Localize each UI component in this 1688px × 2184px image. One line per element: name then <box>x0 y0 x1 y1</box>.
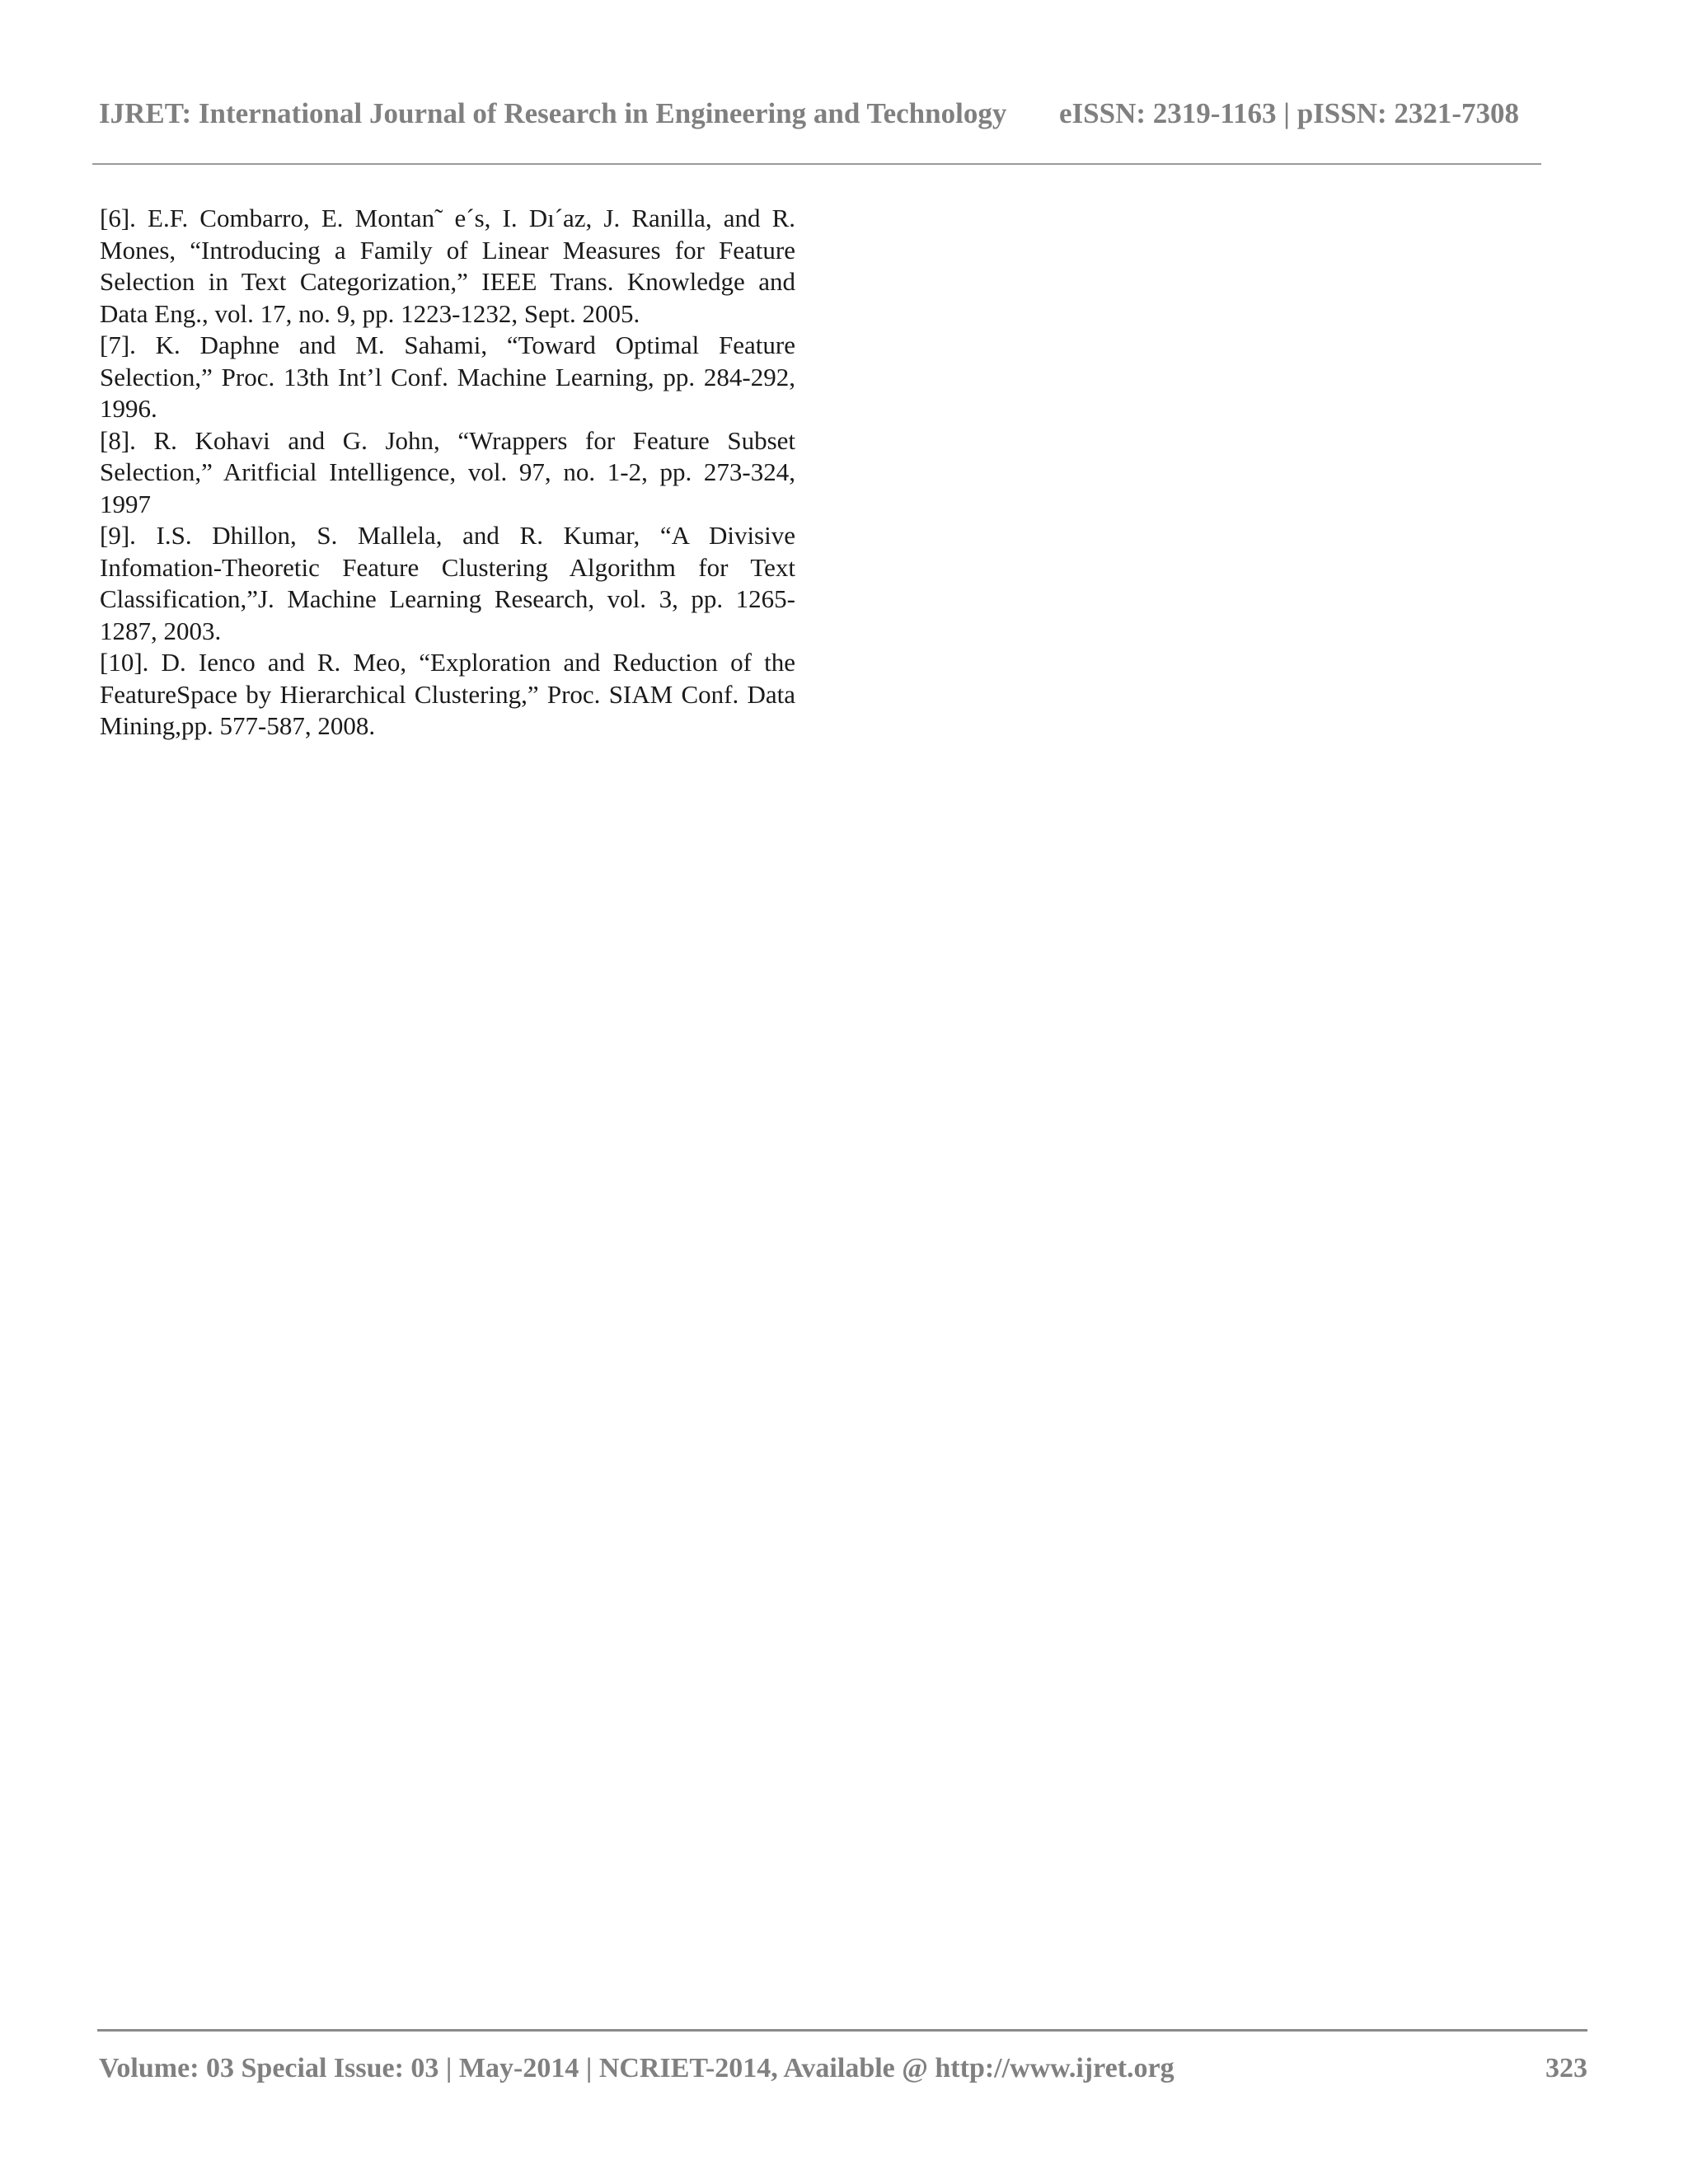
volume-info: Volume: 03 Special Issue: 03 | May-2014 | NCRIET-2014, Available @ http://www.ijret.org <box>99 2053 1175 2083</box>
reference-7: [7]. K. Daphne and M. Sahami, “Toward Optimal Feature Selection,” Proc. 13th Int’l Conf. Machine Learning, pp. 284-292, 1996. <box>100 330 795 423</box>
reference-list <box>100 203 795 743</box>
issn-line: eISSN: 2319-1163 | pISSN: 2321-7308 <box>1059 97 1520 129</box>
footer-divider <box>97 2029 1587 2032</box>
journal-title: IJRET: International Journal of Research in Engineering and Technology <box>99 97 1007 129</box>
running-footer <box>99 2053 1587 2094</box>
reference-9: [9]. I.S. Dhillon, S. Mallela, and R. Kumar, “A Divisive Infomation-Theoretic Feature Clustering Algorithm for Text Classification,”J. Machine Learning Research, vol. 3, pp. 1265-1287, 2003. <box>100 521 795 645</box>
header-divider <box>92 163 1541 165</box>
running-header <box>99 97 1533 138</box>
page-number: 323 <box>1545 2053 1587 2083</box>
reference-6: [6]. E.F. Combarro, E. Montan˜ e´s, I. Dı´az, J. Ranilla, and R. Mones, “Introducing a Family of Linear Measures for Feature Selection in Text Categorization,” IEEE Trans. Knowledge and Data Eng., vol. 17, no. 9, pp. 1223-1232, Sept. 2005. <box>100 204 795 328</box>
reference-8: [8]. R. Kohavi and G. John, “Wrappers for Feature Subset Selection,” Aritficial Intelligence, vol. 97, no. 1-2, pp. 273-324, 1997 <box>100 425 795 518</box>
reference-10: [10]. D. Ienco and R. Meo, “Exploration and Reduction of the FeatureSpace by Hierarchical Clustering,” Proc. SIAM Conf. Data Mining,pp. 577-587, 2008. <box>100 648 795 740</box>
